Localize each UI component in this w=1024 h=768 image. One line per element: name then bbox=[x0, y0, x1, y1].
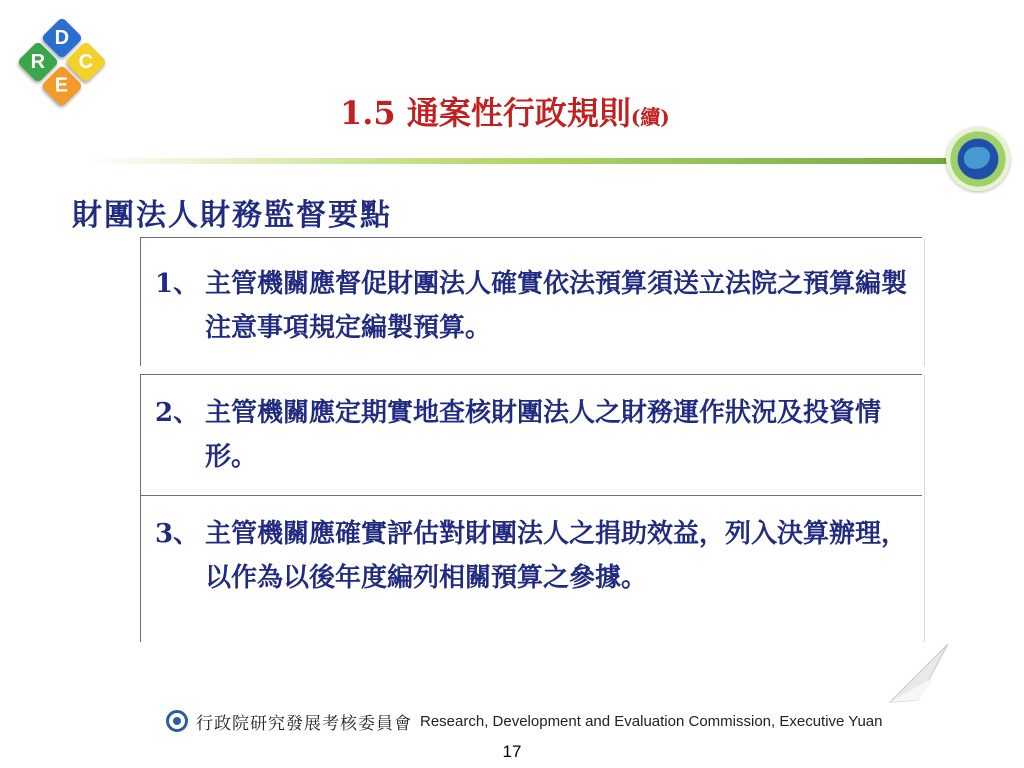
header-divider bbox=[84, 158, 960, 164]
logo-tile-c: C bbox=[65, 41, 107, 83]
item-number: 2、 bbox=[155, 398, 200, 428]
item-box-2 bbox=[140, 374, 922, 495]
slide-title bbox=[340, 88, 670, 134]
logo-tile-d: D bbox=[41, 17, 83, 59]
item-number: 3、 bbox=[155, 519, 200, 549]
page-number: 17 bbox=[502, 742, 522, 761]
item-text: 主管機關應確實評估對財團法人之捐助效益，列入決算辦理，以作為以後年度編列相關預算之參據。 bbox=[205, 519, 908, 593]
footer bbox=[166, 708, 882, 734]
item-text: 主管機關應定期實地查核財團法人之財務運作狀況及投資情形。 bbox=[205, 398, 882, 472]
section-heading: 財團法人財務監督要點 bbox=[72, 198, 392, 233]
page-curl-icon bbox=[878, 640, 952, 706]
item-box-3 bbox=[140, 495, 922, 642]
logo-tile-r: R bbox=[17, 41, 59, 83]
list-item bbox=[155, 512, 912, 600]
item-box-1 bbox=[140, 237, 922, 366]
slide-title-text: 1.5 通案性行政規則 bbox=[340, 94, 631, 132]
footer-org-zh: 行政院研究發展考核委員會 bbox=[196, 713, 412, 734]
globe-icon bbox=[946, 127, 1010, 191]
list-item bbox=[155, 262, 912, 350]
rdec-logo bbox=[14, 14, 110, 110]
logo-tile-e: E bbox=[41, 65, 83, 107]
item-text: 主管機關應督促財團法人確實依法預算須送立法院之預算編製注意事項規定編製預算。 bbox=[205, 269, 908, 343]
footer-org-en: Research, Development and Evaluation Commission, Executive Yuan bbox=[420, 712, 883, 730]
org-emblem-icon bbox=[166, 710, 188, 732]
slide-title-suffix: (續) bbox=[630, 105, 670, 129]
item-number: 1、 bbox=[155, 269, 200, 299]
list-item bbox=[155, 391, 912, 479]
